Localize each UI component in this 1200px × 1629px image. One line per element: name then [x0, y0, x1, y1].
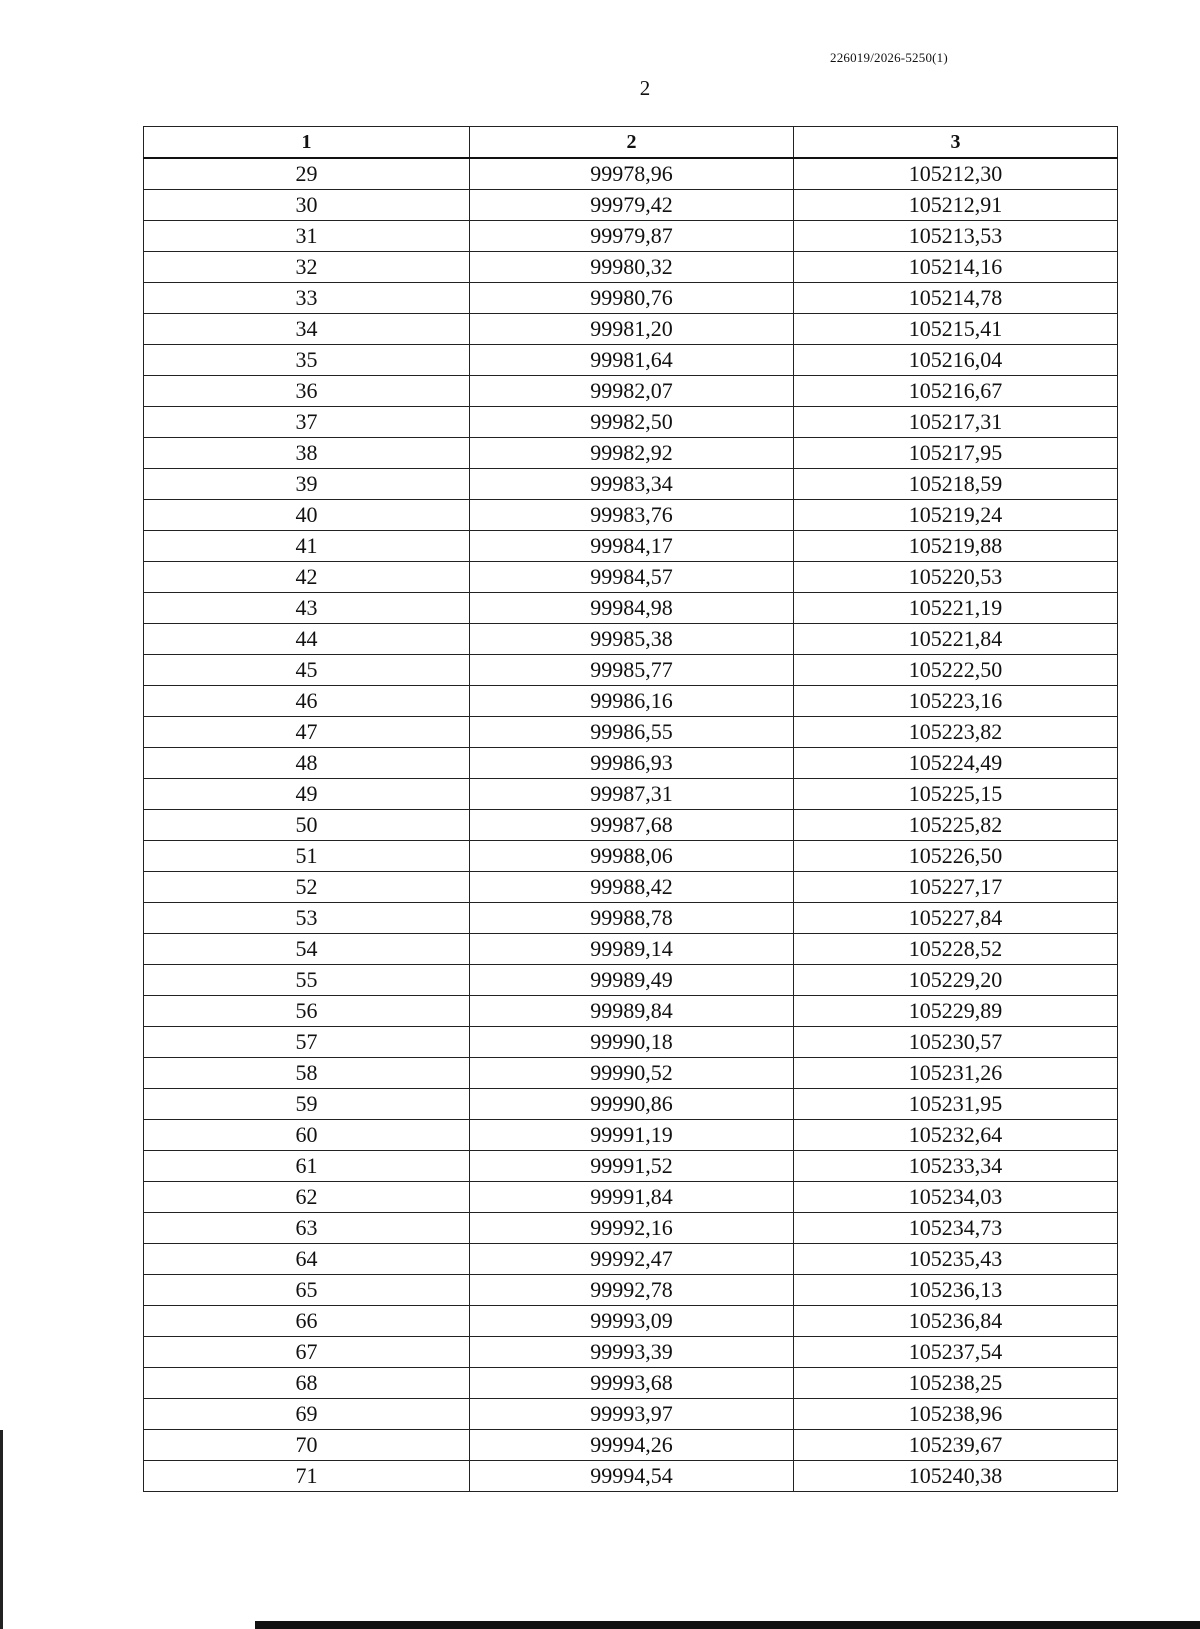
scan-bottom-bar — [255, 1621, 1200, 1629]
cell-x-coordinate: 99981,20 — [470, 314, 794, 345]
cell-point-number: 68 — [144, 1368, 470, 1399]
table-row — [144, 345, 1118, 376]
cell-x-coordinate: 99983,76 — [470, 500, 794, 531]
table-row — [144, 1275, 1118, 1306]
document-number: 226019/2026-5250(1) — [830, 50, 948, 65]
cell-x-coordinate: 99984,57 — [470, 562, 794, 593]
cell-point-number: 30 — [144, 190, 470, 221]
cell-x-coordinate: 99983,34 — [470, 469, 794, 500]
cell-x-coordinate: 99989,84 — [470, 996, 794, 1027]
cell-point-number: 51 — [144, 841, 470, 872]
cell-y-coordinate: 105219,88 — [794, 531, 1118, 562]
cell-y-coordinate: 105227,17 — [794, 872, 1118, 903]
table-row — [144, 562, 1118, 593]
cell-y-coordinate: 105232,64 — [794, 1120, 1118, 1151]
table-row — [144, 624, 1118, 655]
table-row — [144, 1089, 1118, 1120]
cell-x-coordinate: 99988,78 — [470, 903, 794, 934]
cell-x-coordinate: 99994,26 — [470, 1430, 794, 1461]
table-row — [144, 1244, 1118, 1275]
cell-y-coordinate: 105237,54 — [794, 1337, 1118, 1368]
cell-point-number: 32 — [144, 252, 470, 283]
cell-x-coordinate: 99990,86 — [470, 1089, 794, 1120]
cell-x-coordinate: 99986,16 — [470, 686, 794, 717]
coordinates-table — [143, 126, 1118, 1492]
cell-y-coordinate: 105231,26 — [794, 1058, 1118, 1089]
cell-point-number: 45 — [144, 655, 470, 686]
cell-y-coordinate: 105213,53 — [794, 221, 1118, 252]
cell-y-coordinate: 105227,84 — [794, 903, 1118, 934]
table-row — [144, 1120, 1118, 1151]
cell-point-number: 54 — [144, 934, 470, 965]
table-row — [144, 190, 1118, 221]
cell-point-number: 58 — [144, 1058, 470, 1089]
cell-y-coordinate: 105219,24 — [794, 500, 1118, 531]
table-row — [144, 1337, 1118, 1368]
cell-y-coordinate: 105229,89 — [794, 996, 1118, 1027]
table-row — [144, 903, 1118, 934]
cell-x-coordinate: 99992,16 — [470, 1213, 794, 1244]
cell-x-coordinate: 99992,78 — [470, 1275, 794, 1306]
cell-y-coordinate: 105235,43 — [794, 1244, 1118, 1275]
cell-x-coordinate: 99979,87 — [470, 221, 794, 252]
cell-point-number: 42 — [144, 562, 470, 593]
cell-x-coordinate: 99986,55 — [470, 717, 794, 748]
cell-x-coordinate: 99991,84 — [470, 1182, 794, 1213]
table-row — [144, 717, 1118, 748]
table-row — [144, 779, 1118, 810]
table-body — [144, 158, 1118, 1492]
table-row — [144, 1182, 1118, 1213]
table-row — [144, 1430, 1118, 1461]
cell-x-coordinate: 99993,68 — [470, 1368, 794, 1399]
cell-x-coordinate: 99990,52 — [470, 1058, 794, 1089]
cell-x-coordinate: 99985,77 — [470, 655, 794, 686]
cell-y-coordinate: 105229,20 — [794, 965, 1118, 996]
cell-y-coordinate: 105217,31 — [794, 407, 1118, 438]
cell-y-coordinate: 105234,03 — [794, 1182, 1118, 1213]
cell-x-coordinate: 99984,17 — [470, 531, 794, 562]
cell-y-coordinate: 105230,57 — [794, 1027, 1118, 1058]
cell-point-number: 48 — [144, 748, 470, 779]
cell-point-number: 29 — [144, 158, 470, 190]
cell-point-number: 53 — [144, 903, 470, 934]
table-row — [144, 1213, 1118, 1244]
table-header-row — [144, 127, 1118, 159]
cell-point-number: 60 — [144, 1120, 470, 1151]
cell-x-coordinate: 99991,19 — [470, 1120, 794, 1151]
cell-y-coordinate: 105221,84 — [794, 624, 1118, 655]
cell-y-coordinate: 105223,16 — [794, 686, 1118, 717]
cell-y-coordinate: 105224,49 — [794, 748, 1118, 779]
cell-x-coordinate: 99990,18 — [470, 1027, 794, 1058]
cell-point-number: 35 — [144, 345, 470, 376]
cell-point-number: 56 — [144, 996, 470, 1027]
cell-point-number: 59 — [144, 1089, 470, 1120]
cell-point-number: 38 — [144, 438, 470, 469]
cell-point-number: 52 — [144, 872, 470, 903]
table-row — [144, 1399, 1118, 1430]
cell-x-coordinate: 99993,97 — [470, 1399, 794, 1430]
table-row — [144, 810, 1118, 841]
cell-y-coordinate: 105225,15 — [794, 779, 1118, 810]
cell-y-coordinate: 105216,04 — [794, 345, 1118, 376]
table-row — [144, 655, 1118, 686]
cell-y-coordinate: 105222,50 — [794, 655, 1118, 686]
table-row — [144, 686, 1118, 717]
cell-point-number: 34 — [144, 314, 470, 345]
cell-x-coordinate: 99989,14 — [470, 934, 794, 965]
table-row — [144, 1027, 1118, 1058]
cell-point-number: 33 — [144, 283, 470, 314]
cell-x-coordinate: 99982,50 — [470, 407, 794, 438]
table-row — [144, 748, 1118, 779]
cell-point-number: 63 — [144, 1213, 470, 1244]
table-row — [144, 593, 1118, 624]
cell-point-number: 61 — [144, 1151, 470, 1182]
table-row — [144, 376, 1118, 407]
cell-x-coordinate: 99980,76 — [470, 283, 794, 314]
cell-x-coordinate: 99985,38 — [470, 624, 794, 655]
table-row — [144, 314, 1118, 345]
cell-point-number: 31 — [144, 221, 470, 252]
cell-x-coordinate: 99993,39 — [470, 1337, 794, 1368]
cell-x-coordinate: 99989,49 — [470, 965, 794, 996]
table-row — [144, 531, 1118, 562]
cell-point-number: 41 — [144, 531, 470, 562]
table-row — [144, 1368, 1118, 1399]
table-row — [144, 283, 1118, 314]
cell-x-coordinate: 99994,54 — [470, 1461, 794, 1492]
cell-y-coordinate: 105234,73 — [794, 1213, 1118, 1244]
cell-y-coordinate: 105239,67 — [794, 1430, 1118, 1461]
cell-point-number: 66 — [144, 1306, 470, 1337]
cell-point-number: 40 — [144, 500, 470, 531]
scan-edge-line — [0, 1430, 3, 1629]
cell-y-coordinate: 105240,38 — [794, 1461, 1118, 1492]
page-number: 2 — [639, 76, 651, 100]
cell-y-coordinate: 105215,41 — [794, 314, 1118, 345]
cell-y-coordinate: 105236,13 — [794, 1275, 1118, 1306]
table-row — [144, 500, 1118, 531]
table-row — [144, 252, 1118, 283]
table-row — [144, 1151, 1118, 1182]
cell-x-coordinate: 99986,93 — [470, 748, 794, 779]
table-row — [144, 1058, 1118, 1089]
cell-x-coordinate: 99984,98 — [470, 593, 794, 624]
cell-x-coordinate: 99988,06 — [470, 841, 794, 872]
cell-y-coordinate: 105212,30 — [794, 158, 1118, 190]
cell-y-coordinate: 105214,16 — [794, 252, 1118, 283]
cell-y-coordinate: 105221,19 — [794, 593, 1118, 624]
column-header-1: 1 — [144, 127, 470, 159]
table-row — [144, 996, 1118, 1027]
cell-y-coordinate: 105226,50 — [794, 841, 1118, 872]
table-row — [144, 469, 1118, 500]
cell-x-coordinate: 99982,07 — [470, 376, 794, 407]
cell-point-number: 49 — [144, 779, 470, 810]
cell-point-number: 47 — [144, 717, 470, 748]
cell-point-number: 71 — [144, 1461, 470, 1492]
table-row — [144, 1461, 1118, 1492]
cell-point-number: 62 — [144, 1182, 470, 1213]
cell-y-coordinate: 105212,91 — [794, 190, 1118, 221]
cell-point-number: 55 — [144, 965, 470, 996]
cell-x-coordinate: 99991,52 — [470, 1151, 794, 1182]
cell-point-number: 69 — [144, 1399, 470, 1430]
cell-point-number: 67 — [144, 1337, 470, 1368]
cell-y-coordinate: 105217,95 — [794, 438, 1118, 469]
cell-point-number: 43 — [144, 593, 470, 624]
cell-point-number: 37 — [144, 407, 470, 438]
cell-point-number: 50 — [144, 810, 470, 841]
cell-point-number: 65 — [144, 1275, 470, 1306]
column-header-3: 3 — [794, 127, 1118, 159]
table-row — [144, 872, 1118, 903]
cell-y-coordinate: 105238,25 — [794, 1368, 1118, 1399]
cell-point-number: 44 — [144, 624, 470, 655]
cell-x-coordinate: 99987,31 — [470, 779, 794, 810]
cell-x-coordinate: 99978,96 — [470, 158, 794, 190]
cell-y-coordinate: 105216,67 — [794, 376, 1118, 407]
table-row — [144, 841, 1118, 872]
cell-y-coordinate: 105225,82 — [794, 810, 1118, 841]
cell-x-coordinate: 99993,09 — [470, 1306, 794, 1337]
cell-y-coordinate: 105218,59 — [794, 469, 1118, 500]
table-row — [144, 407, 1118, 438]
table-row — [144, 438, 1118, 469]
table-row — [144, 221, 1118, 252]
cell-x-coordinate: 99979,42 — [470, 190, 794, 221]
cell-x-coordinate: 99982,92 — [470, 438, 794, 469]
cell-x-coordinate: 99988,42 — [470, 872, 794, 903]
cell-point-number: 70 — [144, 1430, 470, 1461]
cell-y-coordinate: 105233,34 — [794, 1151, 1118, 1182]
cell-x-coordinate: 99980,32 — [470, 252, 794, 283]
cell-x-coordinate: 99981,64 — [470, 345, 794, 376]
cell-point-number: 36 — [144, 376, 470, 407]
table-row — [144, 1306, 1118, 1337]
cell-point-number: 46 — [144, 686, 470, 717]
cell-y-coordinate: 105214,78 — [794, 283, 1118, 314]
cell-y-coordinate: 105238,96 — [794, 1399, 1118, 1430]
cell-y-coordinate: 105223,82 — [794, 717, 1118, 748]
table-row — [144, 158, 1118, 190]
column-header-2: 2 — [470, 127, 794, 159]
cell-x-coordinate: 99992,47 — [470, 1244, 794, 1275]
cell-point-number: 64 — [144, 1244, 470, 1275]
cell-y-coordinate: 105236,84 — [794, 1306, 1118, 1337]
cell-x-coordinate: 99987,68 — [470, 810, 794, 841]
cell-y-coordinate: 105220,53 — [794, 562, 1118, 593]
cell-point-number: 39 — [144, 469, 470, 500]
table-row — [144, 965, 1118, 996]
cell-y-coordinate: 105231,95 — [794, 1089, 1118, 1120]
table-row — [144, 934, 1118, 965]
cell-point-number: 57 — [144, 1027, 470, 1058]
cell-y-coordinate: 105228,52 — [794, 934, 1118, 965]
